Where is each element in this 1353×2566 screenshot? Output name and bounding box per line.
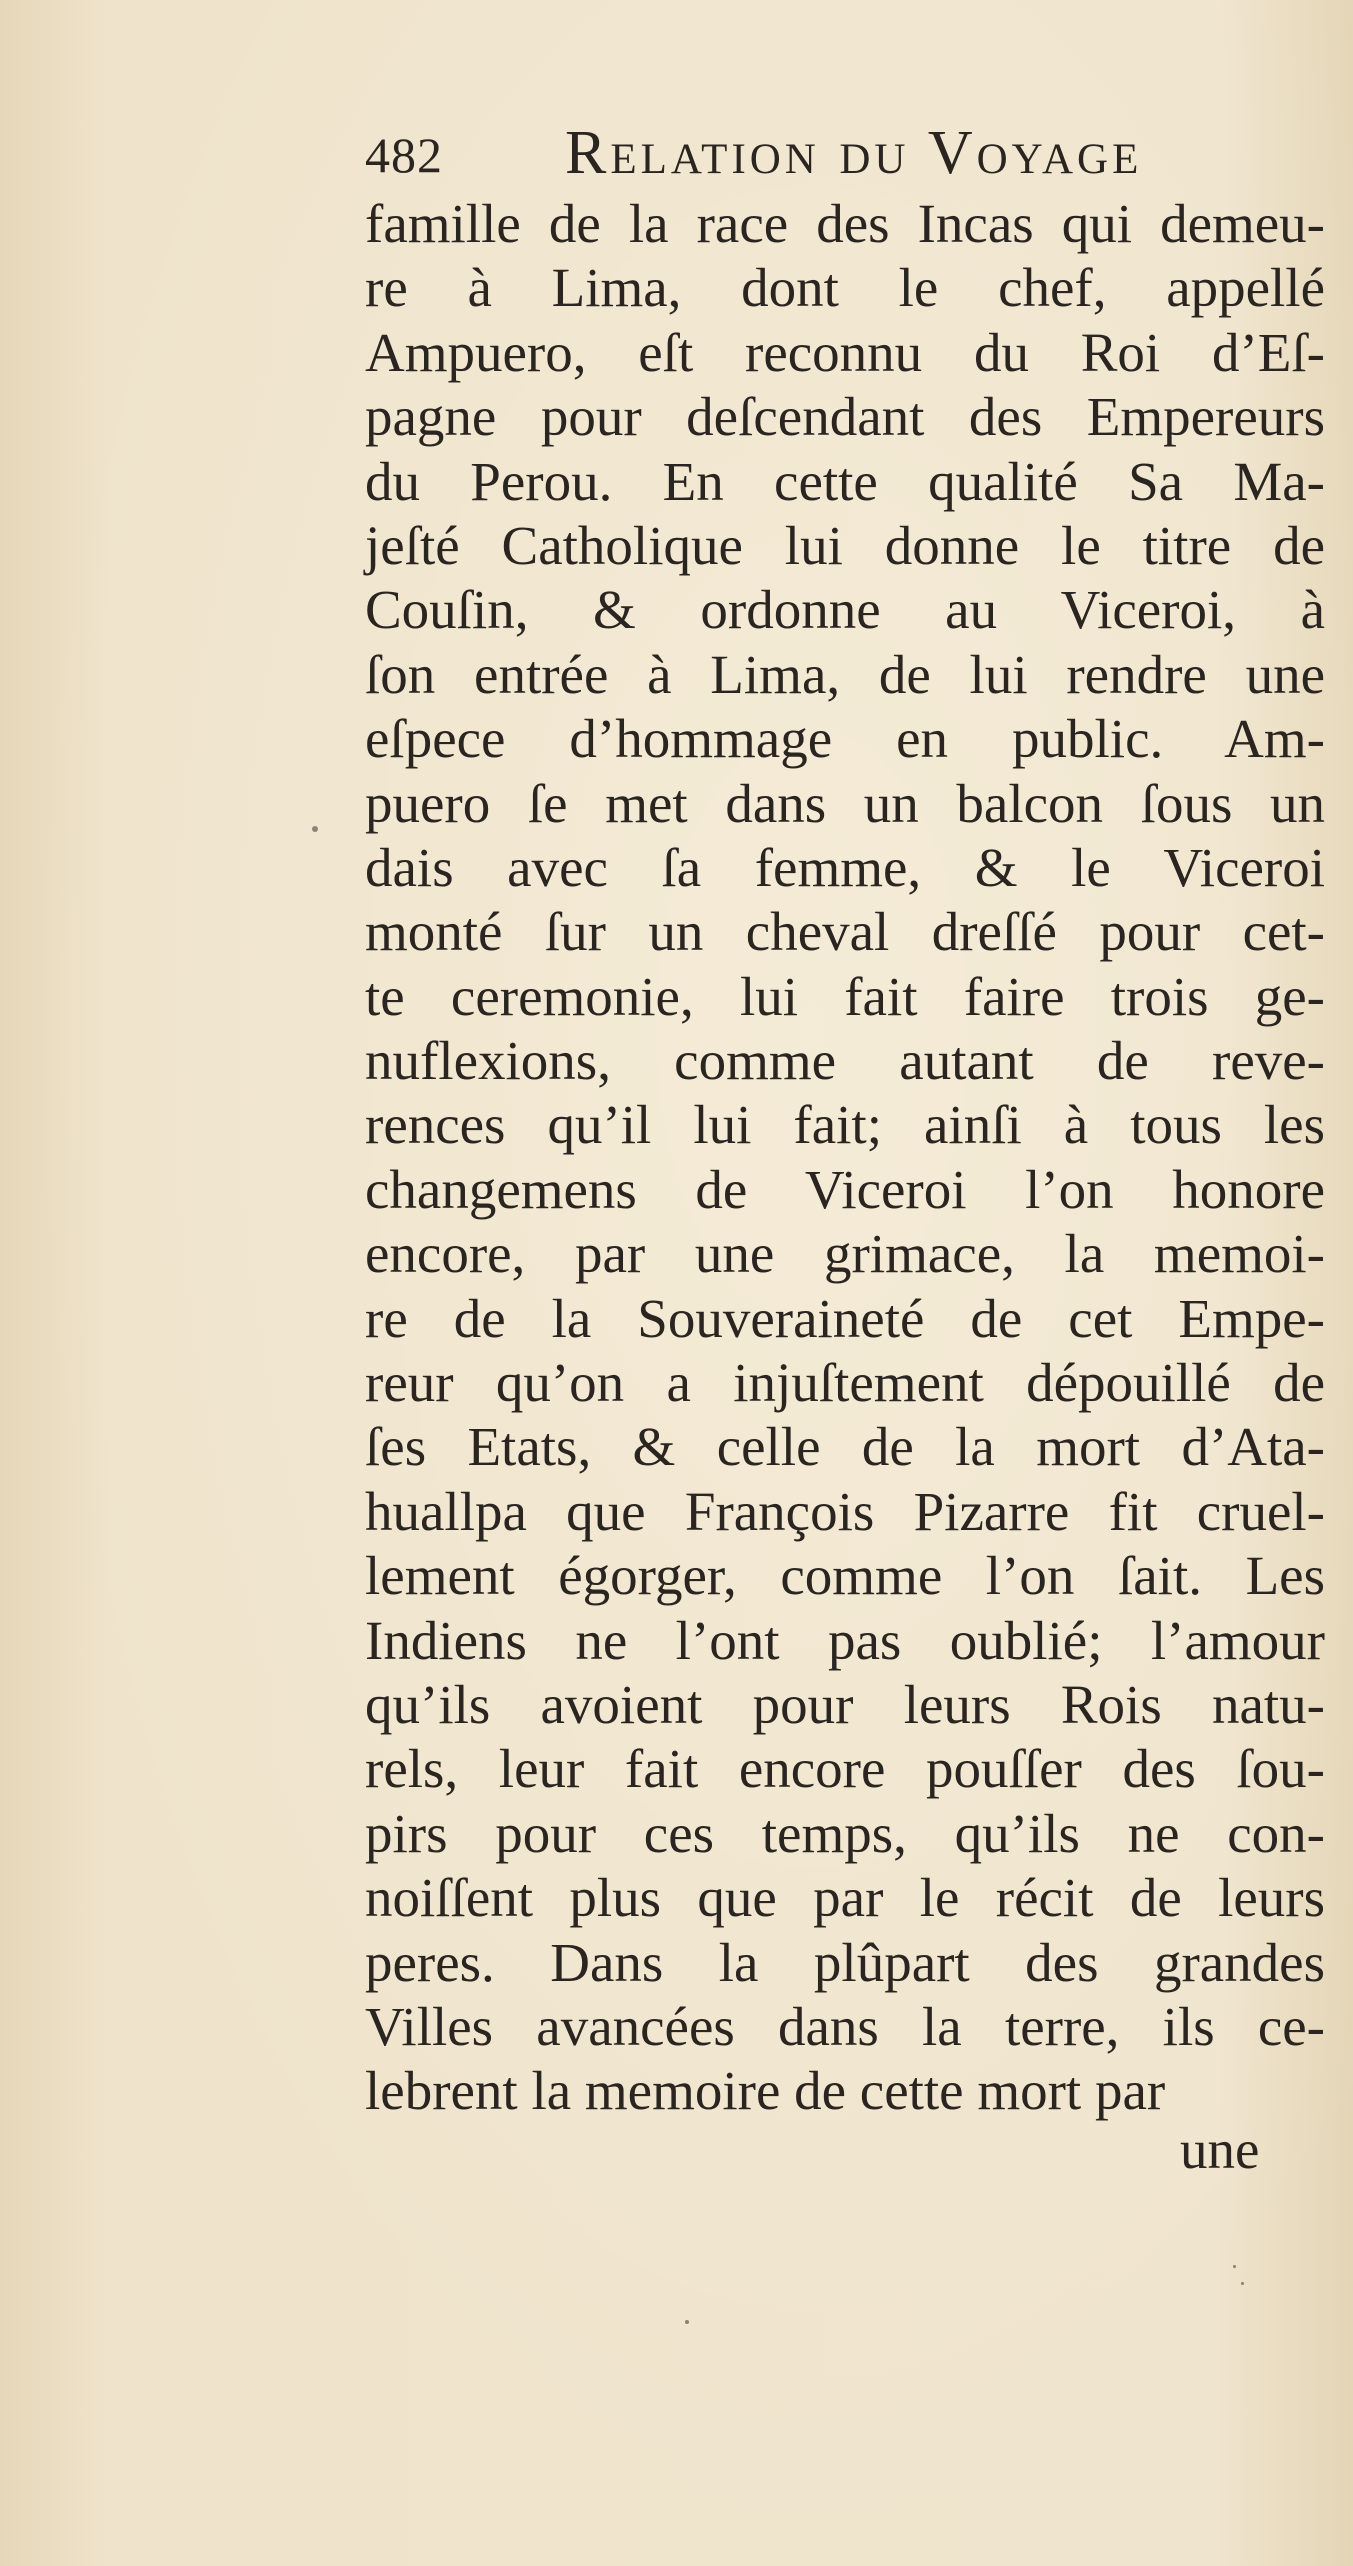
- text-line: noiſſent plus que par le récit de leurs: [365, 1867, 1325, 1929]
- text-line: monté ſur un cheval dreſſé pour cet-: [365, 901, 1325, 963]
- page-header: [365, 118, 1325, 198]
- running-title: Relation du Voyage: [565, 119, 1143, 187]
- paper-speck: [312, 826, 318, 832]
- text-line: lebrent la memoire de cette mort par: [365, 2060, 1166, 2122]
- paper-speck: [1241, 2282, 1244, 2285]
- text-line: puero ſe met dans un balcon ſous un: [365, 772, 1325, 834]
- text-line: huallpa que François Pizarre fit cruel-: [365, 1480, 1325, 1542]
- body-text: [365, 192, 1325, 2124]
- text-line: rences qu’il lui fait; ainſi à tous les: [365, 1094, 1325, 1156]
- text-line: peres. Dans la plûpart des grandes: [365, 1931, 1325, 1993]
- text-line: encore, par une grimace, la memoi-: [365, 1223, 1325, 1285]
- text-line: re à Lima, dont le chef, appellé: [365, 257, 1325, 319]
- text-line: rels, leur fait encore pouſſer des ſou-: [365, 1738, 1325, 1800]
- paper-speck: [1233, 2265, 1236, 2268]
- text-line: reur qu’on a injuſtement dépouillé de: [365, 1352, 1325, 1414]
- text-line: jeſté Catholique lui donne le titre de: [365, 514, 1325, 576]
- text-line: eſpece d’hommage en public. Am-: [365, 708, 1325, 770]
- text-line: qu’ils avoient pour leurs Rois natu-: [365, 1673, 1325, 1735]
- text-line: dais avec ſa femme, & le Viceroi: [365, 836, 1325, 898]
- text-line: pagne pour deſcendant des Empereurs: [365, 386, 1325, 448]
- paper-speck: [685, 2320, 689, 2324]
- text-line: Indiens ne l’ont pas oublié; l’amour: [365, 1609, 1325, 1671]
- text-line: du Perou. En cette qualité Sa Ma-: [365, 450, 1325, 512]
- page-number: 482: [365, 127, 443, 183]
- text-line: pirs pour ces temps, qu’ils ne con-: [365, 1802, 1325, 1864]
- text-line: re de la Souveraineté de cet Empe-: [365, 1287, 1325, 1349]
- text-line: te ceremonie, lui fait faire trois ge-: [365, 965, 1325, 1027]
- text-line: famille de la race des Incas qui demeu-: [365, 193, 1325, 254]
- text-line: changemens de Viceroi l’on honore: [365, 1158, 1325, 1220]
- text-line: Villes avancées dans la terre, ils ce-: [365, 1995, 1325, 2057]
- text-line: Couſin, & ordonne au Viceroi, à: [365, 579, 1325, 641]
- text-line: ſon entrée à Lima, de lui rendre une: [365, 643, 1325, 705]
- text-line: ſes Etats, & celle de la mort d’Ata-: [365, 1416, 1325, 1478]
- text-line: Ampuero, eſt reconnu du Roi d’Eſ-: [365, 321, 1325, 383]
- text-line: nuflexions, comme autant de reve-: [365, 1030, 1325, 1092]
- catchword: une: [1180, 2119, 1260, 2180]
- text-line: lement égorger, comme l’on ſait. Les: [365, 1545, 1325, 1607]
